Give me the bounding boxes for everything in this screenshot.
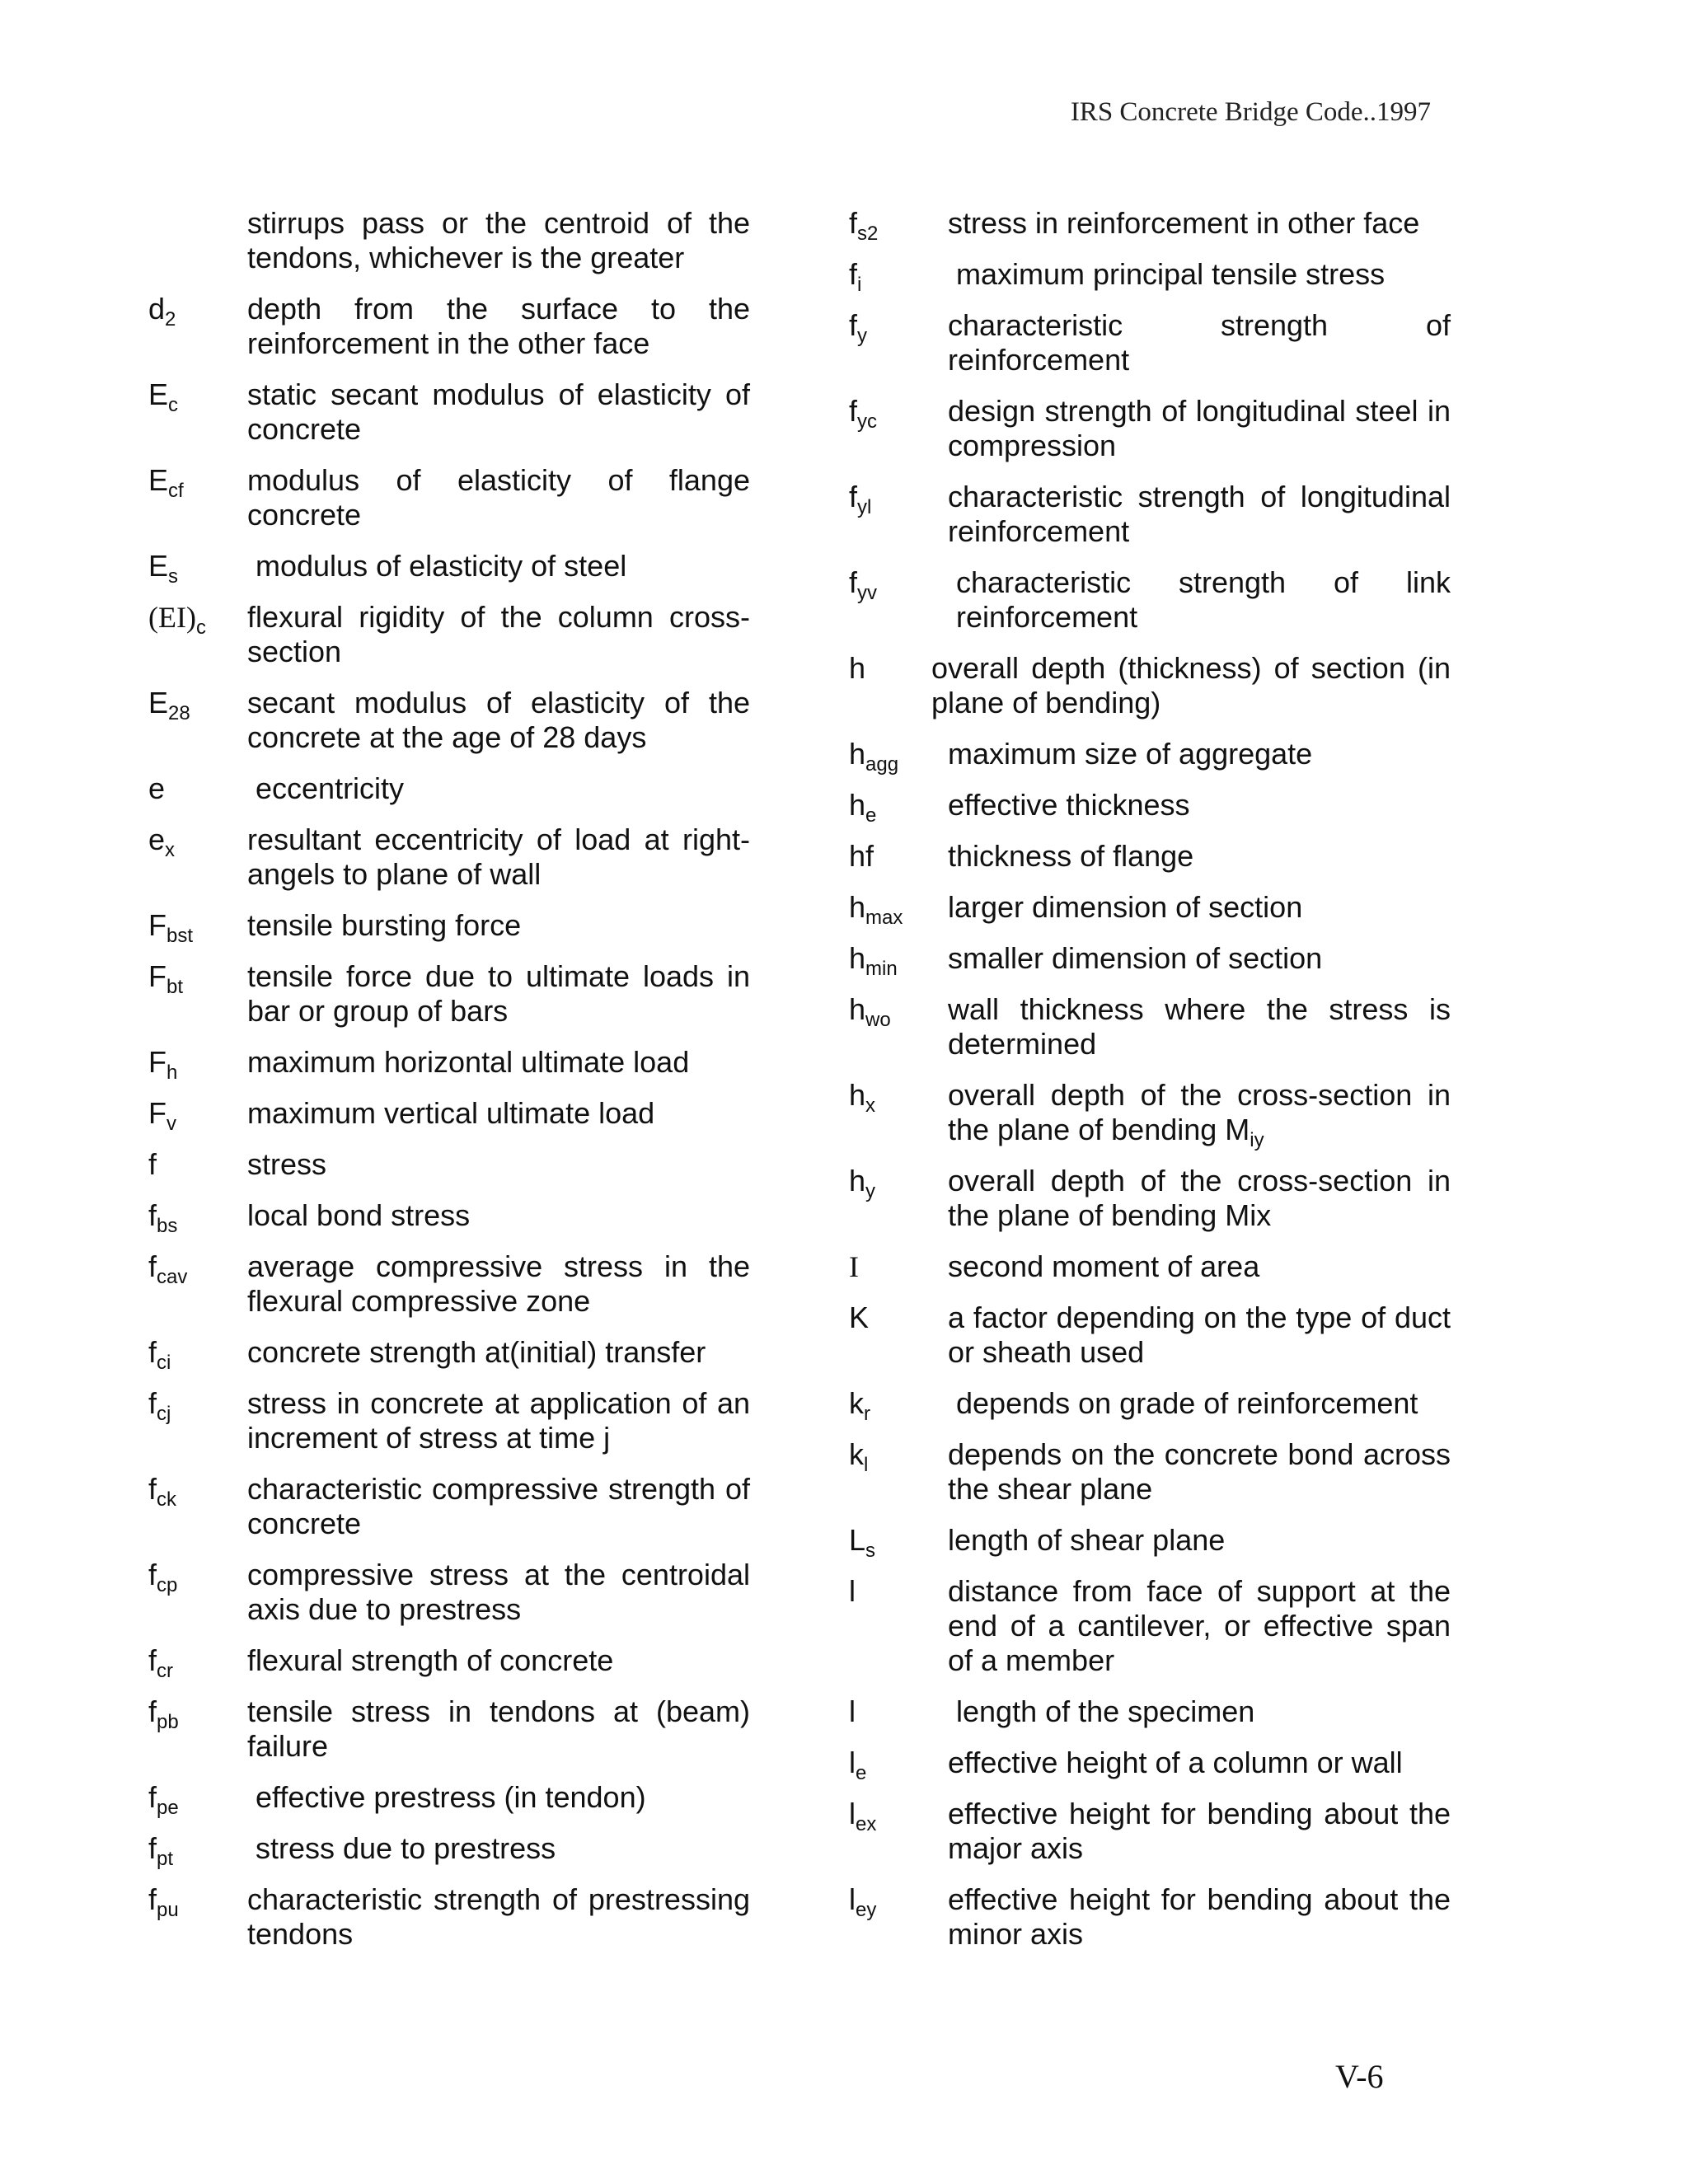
symbol-base: f [148,1780,157,1814]
symbol-entry [148,1335,775,1374]
symbol-subscript: bs [157,1215,178,1237]
symbol-base: f [148,1643,157,1677]
symbol-description: concrete strength at(initial) transfer [247,1335,706,1369]
symbol [849,1797,940,1835]
symbol-base: h [849,890,866,924]
symbol-description: tensile bursting force [247,908,522,942]
symbol-subscript: 28 [168,702,190,724]
symbol-entry [849,992,1475,1062]
symbol [849,1164,940,1202]
symbol-base: d [148,292,166,326]
symbol-base: I [849,1250,859,1283]
symbol-base: k [849,1386,864,1420]
symbol-base: f [849,394,858,428]
symbol-description: depends on the concrete bond across the shear plane [948,1437,1451,1506]
symbol-description: maximum horizontal ultimate load [247,1045,690,1079]
symbol [148,292,239,330]
symbol [148,1472,239,1511]
symbol-entry [148,908,775,947]
symbol [148,1780,239,1819]
symbol-entry [849,1437,1475,1507]
symbol-description: length of the specimen [956,1694,1255,1728]
symbol-entry [148,1882,775,1952]
symbol-entry [148,1386,775,1455]
symbol [148,1558,239,1596]
symbol-entry [148,1780,775,1819]
symbol [148,823,239,861]
symbol-entry [148,686,775,755]
symbol [849,1523,940,1562]
symbol-base: f [148,1198,157,1232]
symbol-entry [849,206,1475,245]
symbol-subscript: ci [157,1352,171,1374]
symbol-description: overall depth (thickness) of section (in plane of bending) [931,651,1451,719]
symbol-base: f [148,1147,157,1181]
symbol-description: thickness of flange [948,839,1194,873]
symbol-subscript: bst [166,925,194,947]
symbol-description: length of shear plane [948,1523,1226,1557]
symbol-subscript: v [166,1113,176,1135]
symbol-entry [148,600,775,669]
symbol-entry [849,1523,1475,1562]
symbol [148,549,239,588]
symbol [849,206,940,245]
symbol-description: effective height for bending about the minor axis [948,1882,1451,1951]
symbol-base: e [148,771,166,805]
symbol-base: hf [849,839,874,873]
symbol-subscript: s2 [857,223,879,245]
symbol-subscript: s [168,565,179,588]
symbol-entry [148,1472,775,1541]
symbol-description: eccentricity [256,771,405,805]
symbol-base: F [148,959,166,993]
symbol-subscript: yc [857,410,878,433]
symbol [849,1301,940,1335]
symbol-subscript: cp [157,1574,178,1596]
symbol [849,737,940,776]
symbol-base: h [849,1164,866,1197]
symbol [849,1574,940,1609]
symbol-description: depth from the surface to the reinforcement in the other face [247,292,750,360]
symbol-base: f [148,1335,157,1369]
symbol-description: smaller dimension of section [948,941,1323,975]
symbol-entry [849,308,1475,377]
symbol-description: wall thickness where the stress is determined [948,992,1451,1061]
symbol-description: depends on grade of reinforcement [956,1386,1418,1420]
symbol-entry [849,1164,1475,1233]
symbol-description: tensile force due to ultimate loads in bar or group of bars [247,959,750,1028]
symbol-subscript: l [864,1454,869,1476]
symbol-description: characteristic compressive strength of concrete [247,1472,750,1540]
symbol-entry [849,257,1475,296]
symbol [148,463,239,502]
symbol-description: stress [247,1147,327,1181]
symbol [849,1437,940,1476]
symbol [148,1694,239,1733]
symbol-entry [148,1643,775,1682]
symbol-subscript: max [865,907,903,929]
symbol [849,480,940,518]
symbol [849,565,940,604]
symbol-description: compressive stress at the centroidal axis due to prestress [247,1558,750,1626]
symbol-entry [849,651,1475,720]
symbol-description: a factor depending on the type of duct or sheath used [948,1301,1451,1369]
symbol-description: tensile stress in tendons at (beam) failure [247,1694,750,1763]
symbol-entry [148,1045,775,1084]
symbol-base: l [849,1882,856,1916]
symbol-entry [148,1831,775,1870]
symbol-description: stirrups pass or the centroid of the tendons, whichever is the greater [247,206,750,274]
symbol-entry [849,839,1475,874]
symbol-entry [849,1386,1475,1425]
symbol-subscript: e [856,1762,867,1784]
symbol [849,1694,940,1729]
symbol-base: f [148,1558,157,1591]
symbol-entry [148,463,775,532]
symbol-base: f [849,308,858,342]
symbol-description: modulus of elasticity of flange concrete [247,463,750,532]
symbol-entry [148,1694,775,1764]
symbol-entry [148,549,775,588]
symbol-description: modulus of elasticity of steel [256,549,627,583]
symbol-description: maximum vertical ultimate load [247,1096,655,1130]
symbol-base: E [148,377,169,411]
symbol-base: h [849,737,866,771]
symbol-base: f [849,565,858,599]
symbol-subscript: pt [157,1848,174,1870]
symbol [148,1249,239,1288]
symbol-description: characteristic strength of link reinforcement [956,565,1451,634]
symbol-description: static secant modulus of elasticity of concrete [247,377,750,446]
symbol [849,839,940,874]
symbols-column-left [148,206,775,1968]
symbol-base: l [849,1746,856,1779]
symbol [849,394,940,433]
symbol-subscript: cav [157,1266,188,1288]
symbol-subscript: x [165,839,176,861]
symbol-description: larger dimension of section [948,890,1303,924]
symbol-base: F [148,908,166,942]
symbol-base: f [849,480,858,513]
symbol-entry [849,1078,1475,1151]
symbol-description: distance from face of support at the end of a cantilever, or effective span of a member [948,1574,1451,1677]
symbol [148,377,239,416]
symbol [148,1198,239,1237]
symbol-subscript: yv [857,582,878,604]
symbol-base: F [148,1096,166,1130]
symbol-entry [849,565,1475,635]
symbol-description: stress in concrete at application of an increment of stress at time j [247,1386,750,1455]
symbol-description: characteristic strength of prestressing tendons [247,1882,750,1951]
symbol-base: f [849,257,858,291]
symbol-base: f [148,1472,157,1506]
symbol-entry [849,394,1475,463]
symbol-subscript: pu [157,1899,179,1921]
symbol-description: characteristic strength of reinforcement [948,308,1451,377]
symbol-entry [849,1249,1475,1284]
symbol-entry [148,823,775,892]
symbol-subscript: cr [157,1660,174,1682]
symbol-description: maximum size of aggregate [948,737,1313,771]
symbol-base: E [148,463,169,497]
symbol [148,1643,239,1682]
symbol-subscript: pb [157,1711,179,1733]
symbol-description: average compressive stress in the flexural compressive zone [247,1249,750,1318]
symbol-base: h [849,788,866,822]
symbol-base: f [148,1249,157,1283]
symbol [148,600,239,639]
symbol-base: h [849,941,866,975]
symbol-base: h [849,1078,866,1112]
symbol-subscript: r [864,1403,870,1425]
symbol-entry [849,890,1475,929]
symbol-base: L [849,1523,866,1557]
symbol-entry [849,1301,1475,1370]
symbol [148,1831,239,1870]
symbol-subscript: h [166,1062,178,1084]
symbol-base: l [849,1694,856,1728]
symbol-subscript: min [865,958,898,980]
symbol-description: overall depth of the cross-section in the plane of bending $M_{iy}$ [948,1078,1451,1151]
symbol-description: secant modulus of elasticity of the concrete at the age of 28 days [247,686,750,754]
symbol-subscript: ey [856,1899,877,1921]
symbol-entry [849,788,1475,827]
symbol [849,788,940,827]
symbol-entry [148,206,775,275]
symbol-entry [849,480,1475,549]
symbol [849,890,940,929]
symbol-entry [148,959,775,1029]
symbol-entry [148,771,775,806]
symbol-base: E [148,549,169,583]
symbol-subscript: y [865,1180,876,1202]
symbol-base: k [849,1437,864,1471]
symbol-entry [148,377,775,447]
symbol [849,651,940,686]
symbol [148,686,239,724]
symbol-subscript: pe [157,1797,179,1819]
symbol-base: l [849,1574,856,1608]
symbol-description: second moment of area [948,1249,1260,1283]
symbol [148,908,239,947]
symbol [849,941,940,980]
symbol-entry [849,1694,1475,1729]
symbol [849,1882,940,1921]
symbol [849,1078,940,1117]
symbol-description: local bond stress [247,1198,471,1232]
symbol-base: (EI) [148,601,196,634]
symbol-description: characteristic strength of longitudinal reinforcement [948,480,1451,548]
symbol-entry [148,1096,775,1135]
symbol-subscript: ex [856,1813,877,1835]
symbol-base: f [849,206,858,240]
symbol-base: f [148,1694,157,1728]
symbol-base: E [148,686,169,719]
symbol-entry [148,1558,775,1627]
symbol-description: flexural rigidity of the column cross-section [247,600,750,668]
symbol-entry [849,1574,1475,1678]
symbol-description: effective height for bending about the major axis [948,1797,1451,1865]
symbol-entry [849,1797,1475,1866]
symbol-subscript: bt [166,976,184,998]
symbol-subscript: i [857,274,862,296]
symbol-description: overall depth of the cross-section in the plane of bending Mix [948,1164,1451,1232]
symbol [148,771,239,806]
symbol-description: effective prestress (in tendon) [256,1780,646,1814]
symbol-description: effective thickness [948,788,1190,822]
symbol-description: effective height of a column or wall [948,1746,1403,1779]
symbol-subscript: e [865,804,877,827]
symbol-entry [849,941,1475,980]
symbol-base: e [148,823,166,856]
symbol-entry [148,1249,775,1319]
symbol-entry [849,1882,1475,1952]
symbol-base: f [148,1386,157,1420]
symbol-base: f [148,1831,157,1865]
symbol-base: l [849,1797,856,1830]
symbol [148,1882,239,1921]
symbol-subscript: cf [168,480,184,502]
running-header: IRS Concrete Bridge Code..1997 [1070,97,1431,127]
symbol-description: stress in reinforcement in other face [948,206,1420,240]
symbol [849,1746,940,1784]
symbol [849,1386,940,1425]
symbol-subscript: cj [157,1403,171,1425]
symbol-base: K [849,1301,870,1334]
symbol-entry [148,1147,775,1182]
symbol [849,308,940,347]
symbol-subscript: 2 [165,308,176,330]
symbol-entry [849,737,1475,776]
symbol-subscript: c [195,616,206,639]
symbol [849,1249,940,1284]
symbol-subscript: agg [865,753,899,776]
symbol-description: maximum principal tensile stress [956,257,1386,291]
symbol [849,992,940,1031]
symbol-description: flexural strength of concrete [247,1643,614,1677]
page-number: V-6 [1335,2058,1384,2095]
symbol [148,1045,239,1084]
symbol [148,1147,239,1182]
symbol-subscript: s [865,1540,876,1562]
symbols-column-right [849,206,1475,1968]
symbol-entry [849,1746,1475,1784]
description-subscript: iy [1250,1129,1264,1151]
symbol-entry [148,292,775,361]
symbol [849,257,940,296]
symbol-description: design strength of longitudinal steel in compression [948,394,1451,462]
symbol-base: h [849,651,866,685]
symbol [148,1335,239,1374]
symbol-subscript: yl [857,496,872,518]
symbol-subscript: wo [865,1009,891,1031]
symbol-base: F [148,1045,166,1079]
symbol [148,1386,239,1425]
symbol-description: resultant eccentricity of load at right-angels to plane of wall [247,823,750,891]
symbol-base: f [148,1882,157,1916]
symbol-subscript: c [168,394,179,416]
symbol [148,1096,239,1135]
symbol-entry [148,1198,775,1237]
symbol-base: h [849,992,866,1026]
symbol [148,959,239,998]
symbol-subscript: x [865,1094,876,1117]
symbol-description: stress due to prestress [256,1831,556,1865]
symbol-subscript: y [857,325,868,347]
symbol-subscript: ck [157,1488,177,1511]
